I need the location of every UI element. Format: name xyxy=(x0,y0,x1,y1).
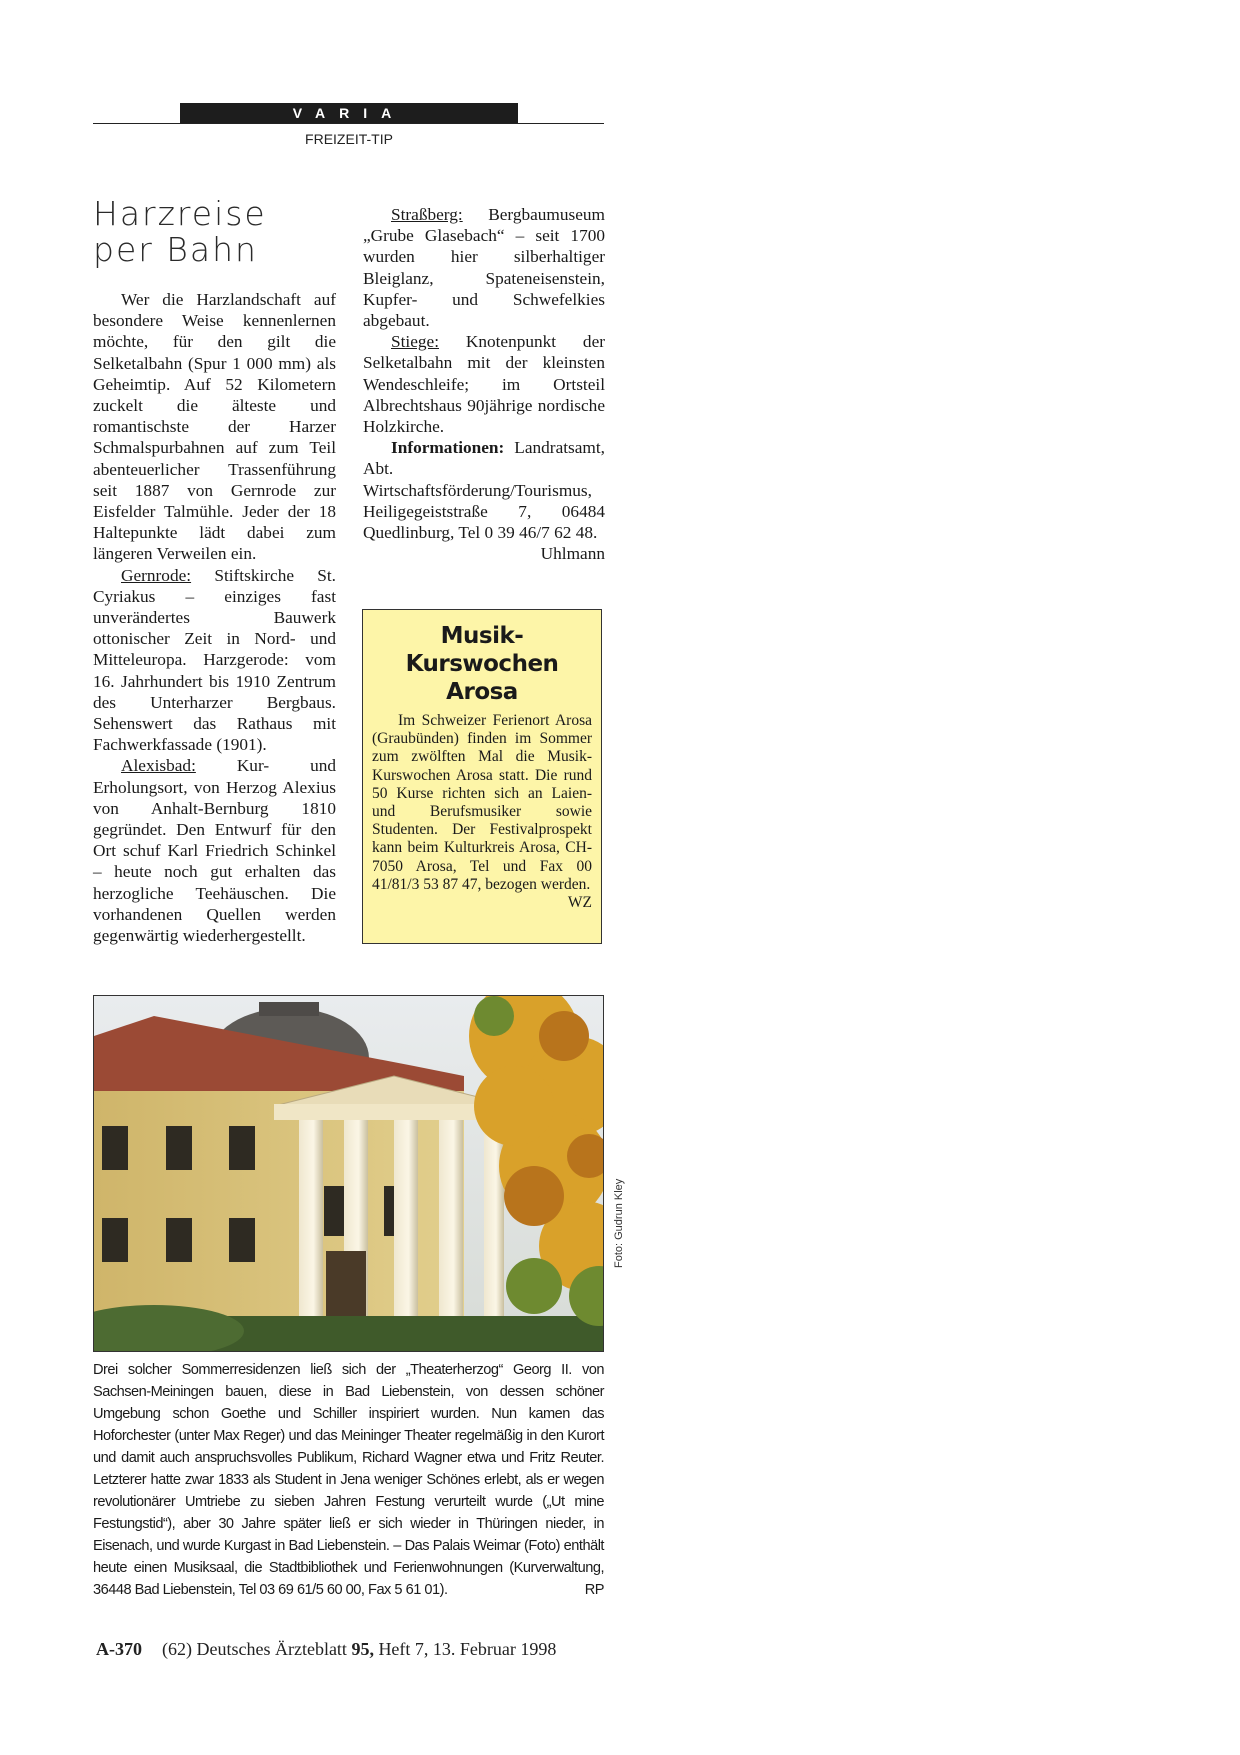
paragraph-text: Landratsamt, Abt. Wirtschaftsförderung/Tourismus, Heiligegeiststraße 7, 06484 Quedlinburg, Tel 0 39 46/7 62 48. xyxy=(363,438,605,543)
place-label: Straßberg: xyxy=(391,205,463,224)
box-author: WZ xyxy=(567,894,592,912)
header-rule xyxy=(93,123,604,124)
place-label: Stiege: xyxy=(391,332,439,352)
box-paragraph xyxy=(372,712,592,912)
box-title-line: Musik- xyxy=(440,623,524,649)
footer-volume: 95, xyxy=(351,1639,374,1659)
article-paragraph xyxy=(363,437,605,564)
info-label: Informationen: xyxy=(391,438,505,458)
page-number: A-370 xyxy=(96,1639,142,1659)
article-title-line: per Bahn xyxy=(93,230,258,269)
article-paragraph: Wer die Harzlandschaft auf besondere Weise kennenlernen möchte, für den gilt die Selketalbahn (Spur 1 000 mm) als Geheimtip. Auf 52 Kilometern zuckelt die älteste und romantischste der Harzer Schmalspurbahnen auf zum Teil abenteuerlicher Trassenführung seit 1887 von Gernrode zur Eisfelder Talmühle. Jeder der 18 Haltepunkte lädt dabei zum längeren Verweilen ein. xyxy=(93,290,336,564)
article-column-1 xyxy=(93,289,336,946)
article-title xyxy=(93,196,343,268)
caption-author: RP xyxy=(584,1582,604,1598)
place-label: Alexisbad: xyxy=(121,756,196,776)
paragraph-text: Kur- und Erholungsort, von Herzog Alexius von Anhalt-Bernburg 1810 gegründet. Den Entwurf für den Ort schuf Karl Friedrich Schinkel – heute noch gut erhalten das herzogliche Teehäuschen. Die vorhandenen Quellen werden gegenwärtig wiederhergestellt. xyxy=(93,756,336,946)
article-column-2 xyxy=(363,204,605,564)
article-author: Uhlmann xyxy=(540,544,605,564)
photo-palais-weimar xyxy=(93,995,604,1352)
box-body xyxy=(372,712,592,912)
info-box xyxy=(362,609,602,944)
footer-journal: (62) Deutsches Ärzteblatt xyxy=(162,1639,352,1659)
section-banner: VARIA xyxy=(180,103,518,123)
paragraph-text: Bergbaumuseum „Grube Glasebach“ – seit 1700 wurden hier silberhaltiger Bleiglanz, Spateneisenstein, Kupfer- und Schwefelkies abgebaut. xyxy=(363,205,605,331)
photo-caption xyxy=(93,1359,604,1601)
article-title-line: Harzreise xyxy=(93,194,267,233)
article-paragraph xyxy=(93,565,336,756)
place-label: Gernrode: xyxy=(121,565,192,585)
footer-issue: Heft 7, 13. Februar 1998 xyxy=(373,1639,557,1659)
photo-illustration xyxy=(94,996,604,1352)
caption-text: Drei solcher Sommerresidenzen ließ sich der „Theaterherzog“ Georg II. von Sachsen-Meiningen bauen, diese in Bad Liebenstein, von dessen schöner Umgebung schon Goethe und Schiller inspiriert wurden. Nun kamen das Hoforchester (unter Max Reger) und das Meininger Theater regelmäßig in den Kurort und damit auch anspruchsvolles Publikum, Richard Wagner etwa und Fritz Reuter. Letzterer hatte zwar 1833 als Student in Jena weniger Schönes erlebt, als er wegen revolutionärer Umtriebe zu sieben Jahren Festung verurteilt wurde („Ut mine Festungstid“), aber 30 Jahre später ließ er sich wieder in Thüringen nieder, in Eisenach, und wurde Kurgast in Bad Liebenstein. – Das Palais Weimar (Foto) enthält heute einen Musiksaal, die Stadtbibliothek und Ferienwohnungen (Kurverwaltung, 36448 Bad Liebenstein, Tel 03 69 61/5 60 00, Fax 5 61 01). xyxy=(93,1362,604,1598)
paragraph-text: Stiftskirche St. Cyriakus – einziges fast unverändertes Bauwerk ottonischer Zeit in Nord- und Mitteleuropa. Harzgerode: vom 16. Jahrhundert bis 1910 Zentrum des Unterharzer Bergbaus. Sehenswert das Rathaus mit Fachwerkfassade (1901). xyxy=(93,565,336,755)
box-title xyxy=(372,622,592,706)
photo-credit: Foto: Gudrun Kley xyxy=(613,1178,625,1268)
box-text: Im Schweizer Ferienort Arosa (Graubünden) finden im Sommer zum zwölften Mal die Musik-Kurswochen Arosa statt. Die rund 50 Kurse richten sich an Laien- und Berufsmusiker sowie Studenten. Der Festivalprospekt kann beim Kulturkreis Arosa, CH-7050 Arosa, Tel und Fax 00 41/81/3 53 87 47, bezogen werden. xyxy=(372,712,592,893)
article-paragraph xyxy=(93,755,336,946)
article-paragraph xyxy=(363,204,605,331)
paragraph-text: Knotenpunkt der Selketalbahn mit der kleinsten Wendeschleife; im Ortsteil Albrechtshaus 90jährige nordische Holzkirche. xyxy=(363,332,605,437)
box-title-line: Kurswochen xyxy=(405,651,559,677)
box-title-line: Arosa xyxy=(446,679,518,705)
subsection-label: FREIZEIT-TIP xyxy=(305,131,393,147)
page-footer xyxy=(96,1639,556,1660)
article-paragraph xyxy=(363,331,605,437)
